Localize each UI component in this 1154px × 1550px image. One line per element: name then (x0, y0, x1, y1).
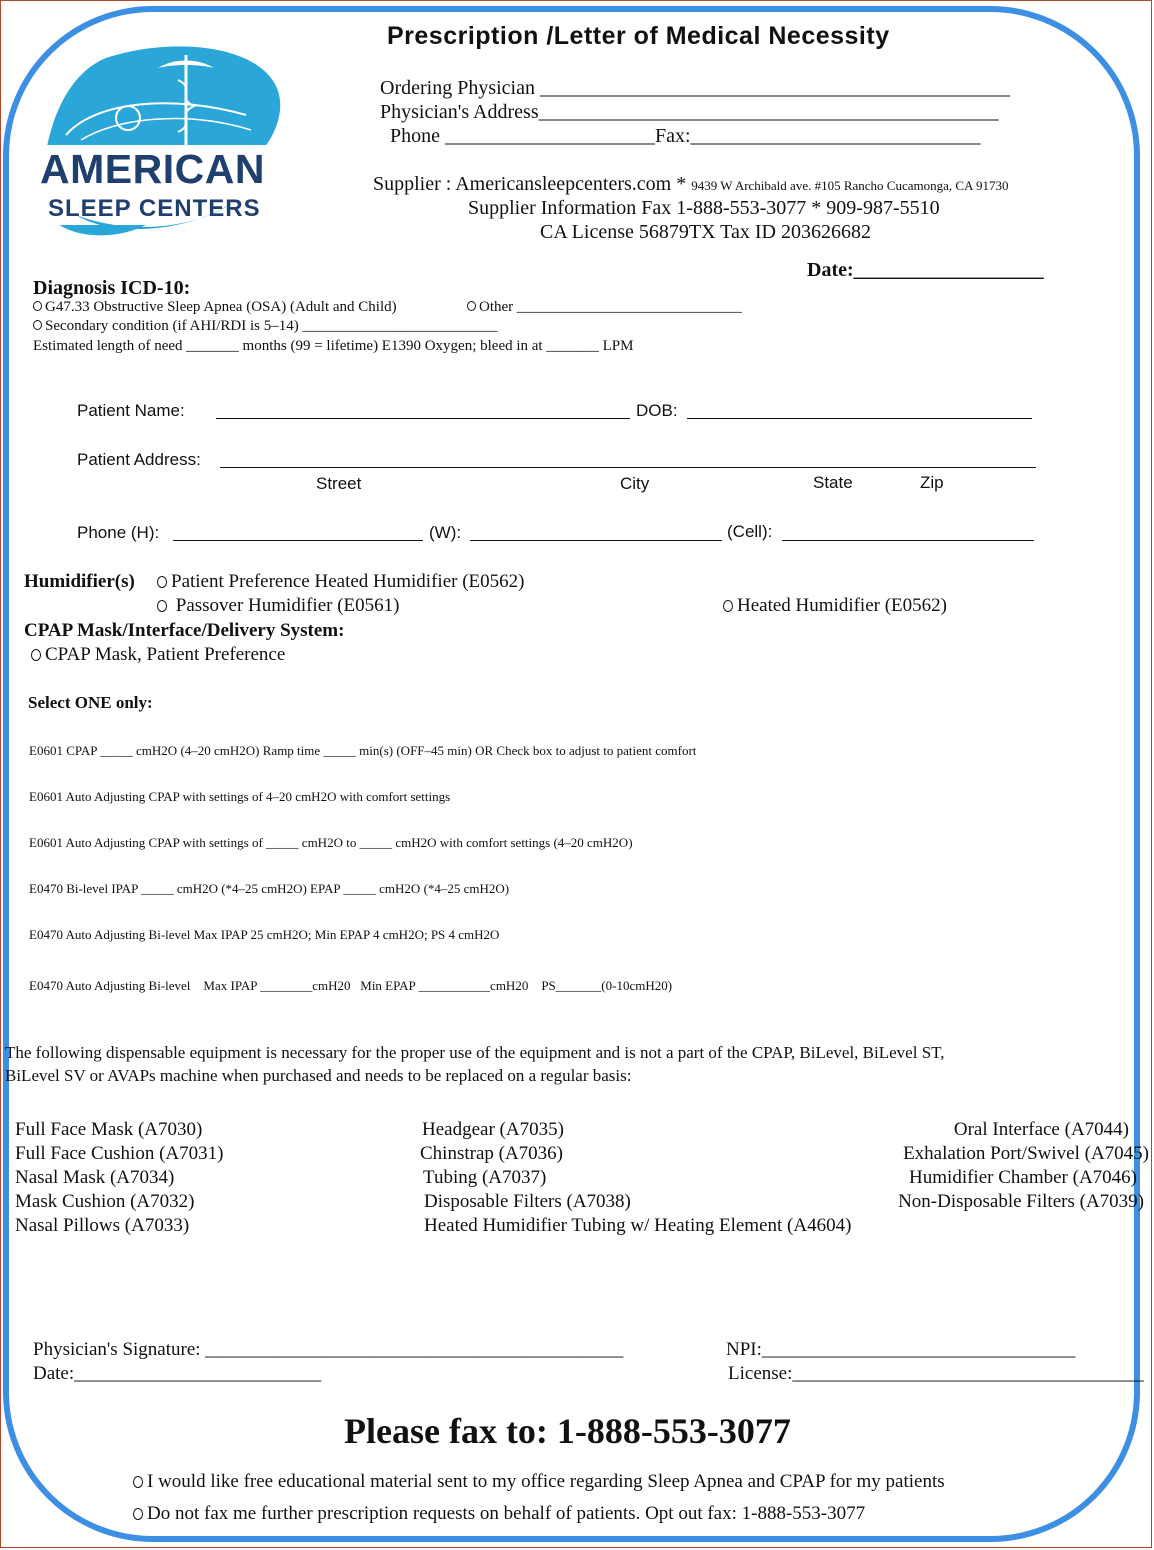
phone-cell-line[interactable] (782, 540, 1034, 541)
phone-cell-label: (Cell): (727, 522, 773, 541)
humidifier-option-passover-label: Passover Humidifier (E0561) (171, 595, 400, 616)
item-full-face-mask: Full Face Mask (A7030) (15, 1119, 203, 1140)
dispensable-text-line2: BiLevel SV or AVAPs machine when purchased and needs to be replaced on a regular basis: (5, 1066, 632, 1085)
diagnosis-option-secondary[interactable] (33, 318, 497, 335)
radio-circle-icon[interactable] (33, 301, 42, 311)
footer-option-opt-out-label: Do not fax me further prescription requests on behalf of patients. Opt out fax: 1-888-553-3077 (147, 1503, 866, 1524)
select-option-auto-cpap-range[interactable]: E0601 Auto Adjusting CPAP with settings of _____ cmH2O to _____ cmH2O with comfort settings (4–20 cmH2O) (29, 835, 633, 850)
dispensable-text-line1: The following dispensable equipment is necessary for the proper use of the equipment and is not a part of the CPAP, BiLevel, BiLevel ST, (5, 1043, 945, 1062)
dob-label: DOB: (636, 401, 678, 420)
physician-address-field[interactable]: Physician's Address______________________________________________ (380, 101, 999, 123)
footer-option-opt-out[interactable] (133, 1503, 865, 1525)
address-zip-caption: Zip (920, 473, 944, 492)
diagnosis-option-other[interactable] (467, 299, 742, 316)
cpap-mask-option[interactable] (31, 644, 285, 666)
supplier-address: 9439 W Archibald ave. #105 Rancho Cucamonga, CA 91730 (691, 178, 1009, 193)
item-headgear: Headgear (A7035) (422, 1119, 564, 1140)
license-field[interactable]: License:_____________________________________ (728, 1363, 1144, 1384)
footer-option-educational[interactable] (133, 1471, 945, 1493)
select-option-auto-bilevel[interactable]: E0470 Auto Adjusting Bi-level Max IPAP 25 cmH2O; Min EPAP 4 cmH2O; PS 4 cmH2O (29, 927, 500, 942)
patient-address-line[interactable] (220, 467, 1036, 468)
patient-address-label: Patient Address: (77, 450, 201, 469)
item-oral-interface: Oral Interface (A7044) (953, 1119, 1129, 1140)
footer-option-educational-label: I would like free educational material sent to my office regarding Sleep Apnea and CPAP for my patients (147, 1471, 945, 1492)
cpap-mask-option-label: CPAP Mask, Patient Preference (45, 644, 286, 665)
radio-circle-icon[interactable] (33, 320, 42, 330)
item-nasal-mask: Nasal Mask (A7034) (15, 1167, 175, 1188)
humidifier-label: Humidifier(s) (24, 571, 135, 592)
item-humidifier-chamber: Humidifier Chamber (A7046) (909, 1167, 1137, 1188)
item-nasal-pillows: Nasal Pillows (A7033) (15, 1215, 190, 1236)
humidifier-option-heated[interactable] (723, 595, 947, 617)
humidifier-option-heated-label: Heated Humidifier (E0562) (737, 595, 947, 616)
diagnosis-option-osa[interactable] (33, 299, 397, 316)
dob-line[interactable] (687, 418, 1032, 419)
select-one-title: Select ONE only: (28, 693, 153, 712)
humidifier-option-passover[interactable] (157, 595, 399, 617)
diagnosis-title: Diagnosis ICD-10: (33, 277, 191, 299)
item-disposable-filters: Disposable Filters (A7038) (424, 1191, 631, 1212)
supplier-line (373, 173, 1008, 196)
item-full-face-cushion: Full Face Cushion (A7031) (15, 1143, 224, 1164)
item-mask-cushion: Mask Cushion (A7032) (15, 1191, 195, 1212)
radio-circle-icon[interactable] (133, 1508, 143, 1520)
radio-circle-icon[interactable] (157, 576, 167, 588)
cpap-mask-title: CPAP Mask/Interface/Delivery System: (24, 620, 345, 641)
select-option-auto-cpap[interactable]: E0601 Auto Adjusting CPAP with settings of 4–20 cmH2O with comfort settings (29, 789, 451, 804)
phone-home-label: Phone (H): (77, 523, 160, 542)
ordering-physician-field[interactable]: Ordering Physician _______________________________________________ (380, 77, 1010, 99)
item-chinstrap: Chinstrap (A7036) (420, 1143, 564, 1164)
radio-circle-icon[interactable] (467, 301, 476, 311)
diagnosis-option-secondary-label: Secondary condition (if AHI/RDI is 5–14) __________________________ (45, 318, 498, 334)
diagnosis-option-other-label: Other ______________________________ (479, 299, 742, 315)
phone-home-line[interactable] (173, 540, 423, 541)
estimated-length-field[interactable]: Estimated length of need _______ months (99 = lifetime) E1390 Oxygen; bleed in at _______ LPM (33, 338, 634, 354)
supplier-fax: Supplier Information Fax 1-888-553-3077 * 909-987-5510 (468, 197, 940, 219)
humidifier-option-preference[interactable] (157, 571, 524, 593)
item-tubing: Tubing (A7037) (423, 1167, 547, 1188)
physician-signature-field[interactable]: Physician's Signature: ____________________________________________ (33, 1339, 624, 1360)
item-non-disposable-filters: Non-Disposable Filters (A7039) (898, 1191, 1144, 1212)
humidifier-option-preference-label: Patient Preference Heated Humidifier (E0562) (171, 571, 525, 592)
phone-fax-field[interactable]: Phone _____________________Fax:_____________________________ (390, 125, 981, 147)
signature-date-field[interactable]: Date:__________________________ (33, 1363, 322, 1384)
item-heated-humidifier-tubing: Heated Humidifier Tubing w/ Heating Element (A4604) (424, 1215, 852, 1236)
radio-circle-icon[interactable] (133, 1476, 143, 1488)
diagnosis-option-osa-label: G47.33 Obstructive Sleep Apnea (OSA) (Adult and Child) (45, 299, 397, 315)
company-logo (36, 40, 282, 240)
select-option-auto-bilevel-custom[interactable]: E0470 Auto Adjusting Bi-level Max IPAP ________cmH20 Min EPAP ___________cmH20 PS_______(0-10cmH20) (29, 978, 673, 993)
supplier-main: Supplier : Americansleepcenters.com * (373, 173, 692, 195)
radio-circle-icon[interactable] (723, 600, 733, 612)
address-city-caption: City (620, 474, 650, 493)
select-option-cpap[interactable]: E0601 CPAP _____ cmH2O (4–20 cmH2O) Ramp time _____ min(s) (OFF–45 min) OR Check box to adjust to patient comfort (29, 743, 697, 758)
page-title: Prescription /Letter of Medical Necessity (387, 22, 890, 50)
fax-heading: Please fax to: 1-888-553-3077 (344, 1411, 791, 1451)
patient-name-label: Patient Name: (77, 401, 185, 420)
radio-circle-icon[interactable] (31, 649, 41, 661)
phone-work-label: (W): (429, 523, 462, 542)
address-street-caption: Street (316, 474, 362, 493)
logo-text-sleep-centers: SLEEP CENTERS (48, 195, 261, 222)
supplier-license: CA License 56879TX Tax ID 203626682 (540, 221, 871, 243)
select-option-bilevel[interactable]: E0470 Bi-level IPAP _____ cmH2O (*4–25 cmH2O) EPAP _____ cmH2O (*4–25 cmH2O) (29, 881, 510, 896)
npi-field[interactable]: NPI:_________________________________ (726, 1339, 1076, 1360)
logo-text-american: AMERICAN (40, 146, 265, 192)
address-state-caption: State (813, 473, 853, 492)
patient-name-line[interactable] (216, 418, 630, 419)
date-field[interactable]: Date:___________________ (807, 259, 1044, 281)
phone-work-line[interactable] (470, 540, 722, 541)
radio-circle-icon[interactable] (157, 600, 167, 612)
item-exhalation-port: Exhalation Port/Swivel (A7045) (903, 1143, 1149, 1164)
